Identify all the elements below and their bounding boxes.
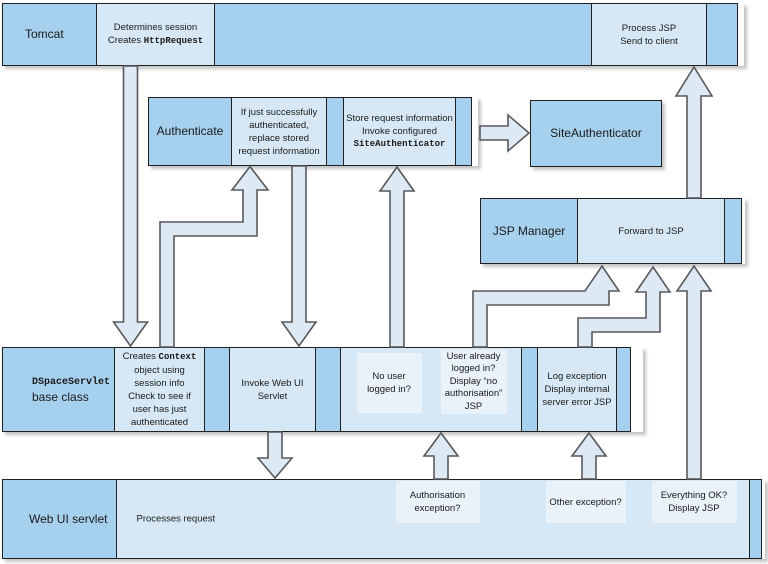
httprequest-code: HttpRequest (143, 36, 204, 46)
tomcat-label-box (2, 3, 97, 66)
dspace-servlet-label-text: base class (32, 389, 89, 404)
dspace-bar-filler-3 (521, 347, 538, 432)
jsp-manager-bar-end (724, 198, 742, 264)
arrow-invoke-web-ui-to-processes-request (258, 432, 292, 478)
user-already-logged-in-box: User already logged in? Display “no authorisation” JSP (441, 350, 507, 414)
tomcat-bar-filler (214, 3, 592, 66)
processes-request-text: Processes request (136, 513, 216, 525)
site-authenticator-box (530, 100, 662, 167)
everything-ok-box: Everything OK? Display JSP (652, 481, 737, 523)
web-ui-servlet-label-box (2, 479, 117, 559)
web-ui-servlet-bar (2, 479, 765, 559)
arrow-other-exception-to-log-exception (572, 433, 606, 479)
authenticate-bar-filler (326, 97, 344, 166)
dspace-servlet-code-label: DSpaceServlet (32, 376, 111, 388)
dspace-servlet-label-box (2, 347, 115, 432)
tomcat-label: Tomcat (25, 27, 64, 41)
if-just-authenticated-box: If just successfully authenticated, replace stored request information (231, 97, 328, 166)
dspace-bar-end (616, 347, 631, 432)
authenticate-bar (148, 97, 478, 166)
dspace-bar-filler-2 (315, 347, 341, 432)
other-exception-box: Other exception? (546, 481, 626, 523)
arrow-creates-context-to-if-just-authenticated (160, 167, 268, 348)
arrow-no-user-to-store-request (380, 167, 414, 347)
arrow-if-just-authenticated-to-invoke-web-ui (282, 166, 316, 346)
jsp-manager-bar (480, 198, 745, 264)
authenticate-bar-end (455, 97, 472, 166)
tomcat-bar-end (706, 3, 738, 66)
authenticate-label-box (148, 97, 232, 166)
creates-context-box: Creates Context object using session info Check to see if user has just authenticated (114, 347, 206, 432)
jsp-manager-label-box (480, 198, 578, 264)
forward-to-jsp-box: Forward to JSP (577, 198, 726, 264)
log-exception-box: Log exception Display internal server error JSP (537, 347, 618, 432)
determines-session-box: Determines session Creates HttpRequest (96, 3, 216, 66)
web-ui-servlet-label: Web UI servlet (29, 511, 108, 526)
arrow-log-exception-to-forward-to-jsp (578, 267, 670, 347)
jsp-manager-label: JSP Manager (492, 223, 566, 238)
authorisation-exception-box: Authorisation exception? (396, 481, 480, 523)
store-request-box: Store request information Invoke configured SiteAuthenticator (343, 97, 457, 166)
dspace-bar-filler-1 (204, 347, 230, 432)
process-jsp-box: Process JSP Send to client (591, 3, 708, 66)
arrow-determines-session-to-creates-context (114, 66, 148, 346)
authenticate-label: Authenticate (156, 124, 224, 138)
arrow-everything-ok-to-jsp-manager (677, 266, 711, 479)
siteauthenticator-code: SiteAuthenticator (353, 139, 446, 149)
no-user-logged-in-box: No user logged in? (357, 353, 422, 413)
determines-session-line1: Determines session (113, 22, 198, 33)
dspace-servlet-bar (2, 347, 643, 432)
arrow-jsp-manager-to-process-jsp (676, 67, 712, 198)
context-code: Context (158, 352, 197, 362)
arrow-authorisation-exception-to-user-already (424, 433, 458, 479)
web-ui-bar-end (749, 479, 762, 559)
tomcat-bar (2, 3, 744, 66)
login-checks-box (340, 347, 523, 432)
invoke-web-ui-box: Invoke Web UI Servlet (229, 347, 317, 432)
site-authenticator-label: SiteAuthenticator (550, 126, 642, 140)
arrow-store-request-to-site-authenticator (480, 115, 529, 151)
processes-request-box (116, 479, 751, 559)
arrow-user-already-to-forward-to-jsp (473, 266, 619, 347)
